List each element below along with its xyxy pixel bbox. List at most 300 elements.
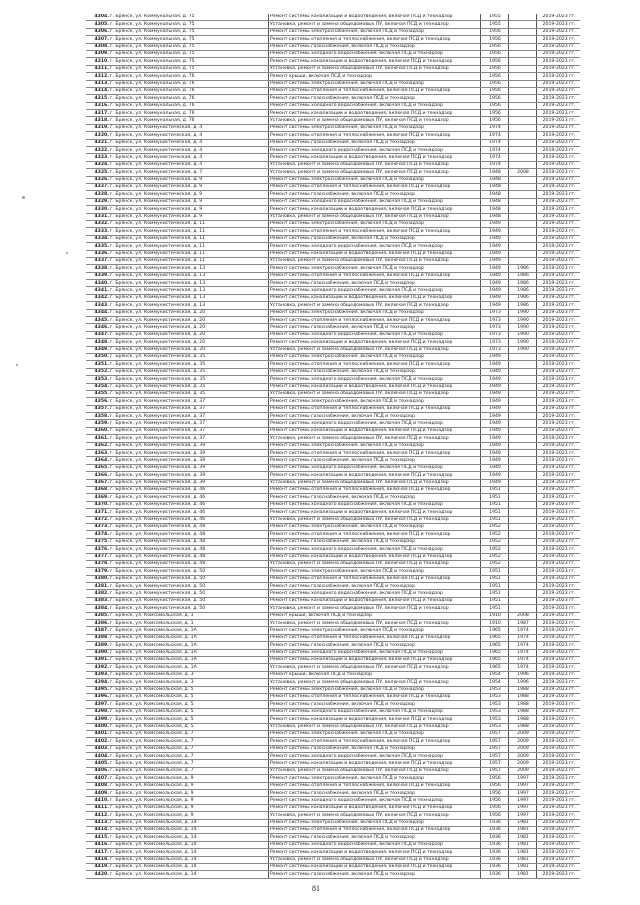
table-row [86,575,580,582]
year-renovated-cell [509,161,537,168]
year-renovated-cell [509,80,537,87]
work-type-cell: Ремонт системы холодного водоснабжения, включая ПСД и технадзор [269,50,481,57]
year-built-cell: 1956 [481,50,509,57]
work-type-cell: Ремонт системы канализации и водоотведения, включая ПСД и технадзор [269,294,481,301]
repair-period-cell: 2019-2023 гг. [537,523,581,530]
table-row [86,339,580,346]
row-number-cell: 4373. [86,523,109,530]
work-type-cell: Установка, ремонт и замена общедомовых ПУ, включая ПСД и технадзор [269,435,481,442]
year-renovated-cell: 1988 [509,701,537,708]
address-cell: г. Брянск, ул. Комсомольская, д. 3 [109,679,269,686]
table-row [86,243,580,250]
row-number-cell: 4322. [86,147,109,154]
address-cell: г. Брянск, ул. Коммунистическая, д. 20 [109,309,269,316]
address-cell: г. Брянск, ул. Коммунальная, д. 76 [109,87,269,94]
table-row [86,457,580,464]
address-cell: г. Брянск, ул. Коммунистическая, д. 20 [109,339,269,346]
repair-period-cell: 2019-2023 гг. [537,250,581,257]
repair-period-cell: 2019-2023 гг. [537,324,581,331]
year-renovated-cell: 1986 [509,265,537,272]
year-renovated-cell [509,553,537,560]
repair-period-cell: 2019-2023 гг. [537,14,581,21]
row-number-cell: 4406. [86,767,109,774]
year-built-cell: 1965 [481,656,509,663]
row-number-cell: 4372. [86,516,109,523]
repair-period-cell: 2019-2023 гг. [537,183,581,190]
work-type-cell: Установка, ремонт и замена общедомовых ПУ, включая ПСД и технадзор [269,390,481,397]
work-type-cell: Ремонт системы отопления и теплоснабжения, включая ПСД и технадзор [269,361,481,368]
row-number-cell: 4343. [86,302,109,309]
work-type-cell: Установка, ремонт и замена общедомовых ПУ, включая ПСД и технадзор [269,346,481,353]
year-built-cell: 1949 [481,250,509,257]
row-number-cell: 4409. [86,790,109,797]
year-built-cell: 1956 [481,36,509,43]
repair-period-cell: 2019-2023 гг. [537,95,581,102]
work-type-cell: Ремонт системы канализации и водоотведения, включая ПСД и технадзор [269,339,481,346]
table-row [86,302,580,309]
repair-period-cell: 2019-2023 гг. [537,302,581,309]
page-number: 81 [312,884,320,893]
address-cell: г. Брянск, ул. Коммунистическая, д. 9 [109,183,269,190]
year-built-cell: 1957 [481,745,509,752]
year-built-cell: 1949 [481,368,509,375]
row-number-cell: 4323. [86,154,109,161]
table-row [86,671,580,678]
table-row [86,147,580,154]
year-renovated-cell [509,206,537,213]
repair-period-cell: 2019-2023 гг. [537,664,581,671]
year-renovated-cell [509,353,537,360]
row-number-cell: 4347. [86,331,109,338]
year-built-cell: 1953 [481,686,509,693]
work-type-cell: Ремонт системы канализации и водоотведения, включая ПСД и технадзор [269,58,481,65]
repair-period-cell: 2019-2023 гг. [537,568,581,575]
row-number-cell: 4408. [86,782,109,789]
work-type-cell: Ремонт системы электроснабжения, включая ПСД и технадзор [269,819,481,826]
work-type-cell: Установка, ремонт и замена общедомовых ПУ, включая ПСД и технадзор [269,169,481,176]
address-cell: г. Брянск, ул. Коммунистическая, д. 9 [109,198,269,205]
address-cell: г. Брянск, ул. Коммунальная, д. 76 [109,110,269,117]
table-row [86,782,580,789]
year-renovated-cell: 1974 [509,664,537,671]
year-built-cell: 1974 [481,132,509,139]
year-renovated-cell [509,398,537,405]
table-row [86,139,580,146]
address-cell: г. Брянск, ул. Коммунистическая, д. 50 [109,597,269,604]
table-row [86,841,580,848]
year-renovated-cell: 1988 [509,686,537,693]
work-type-cell: Ремонт системы отопления и теплоснабжения, включая ПСД и технадзор [269,228,481,235]
address-cell: г. Брянск, ул. Коммунистическая, д. 37 [109,420,269,427]
row-number-cell: 4331. [86,213,109,220]
row-number-cell: 4340. [86,280,109,287]
repair-period-cell: 2019-2023 гг. [537,21,581,28]
address-cell: г. Брянск, ул. Комсомольская, д. 14 [109,834,269,841]
row-number-cell: 4411. [86,804,109,811]
row-number-cell: 4364. [86,457,109,464]
repair-period-cell: 2019-2023 гг. [537,427,581,434]
year-built-cell: 1952 [481,553,509,560]
table-row [86,686,580,693]
table-row [86,871,580,878]
year-built-cell: 1974 [481,147,509,154]
row-number-cell: 4371. [86,509,109,516]
year-built-cell: 1948 [481,206,509,213]
work-type-cell: Установка, ремонт и замена общедомовых ПУ, включая ПСД и технадзор [269,161,481,168]
address-cell: г. Брянск, ул. Коммунистическая, д. 39 [109,457,269,464]
table-row [86,368,580,375]
repair-period-cell: 2019-2023 гг. [537,546,581,553]
address-cell: г. Брянск, ул. Коммунистическая, д. 20 [109,346,269,353]
row-number-cell: 4334. [86,235,109,242]
table-row [86,235,580,242]
repair-period-cell: 2019-2023 гг. [537,826,581,833]
address-cell: г. Брянск, ул. Коммунистическая, д. 37 [109,405,269,412]
work-type-cell: Ремонт системы канализации и водоотведения, включая ПСД и технадзор [269,804,481,811]
table-row [86,464,580,471]
address-cell: г. Брянск, ул. Коммунистическая, д. 11 [109,235,269,242]
table-row [86,708,580,715]
repair-period-cell: 2019-2023 гг. [537,812,581,819]
work-type-cell: Ремонт системы канализации и водоотведения, включая ПСД и технадзор [269,427,481,434]
row-number-cell: 4341. [86,287,109,294]
year-built-cell: 1952 [481,546,509,553]
repair-period-cell: 2019-2023 гг. [537,501,581,508]
row-number-cell: 4397. [86,701,109,708]
capital-repair-table [86,14,580,879]
row-number-cell: 4357. [86,405,109,412]
work-type-cell: Ремонт системы отопления и теплоснабжения, включая ПСД и технадзор [269,272,481,279]
year-renovated-cell [509,531,537,538]
year-built-cell: 1952 [481,531,509,538]
year-built-cell: 1948 [481,176,509,183]
year-renovated-cell [509,390,537,397]
repair-period-cell: 2019-2023 гг. [537,383,581,390]
work-type-cell: Ремонт системы газоснабжения, включая ПСД и технадзор [269,43,481,50]
table-row [86,620,580,627]
address-cell: г. Брянск, ул. Комсомольская, д. 1 [109,612,269,619]
year-renovated-cell [509,376,537,383]
year-renovated-cell [509,509,537,516]
year-renovated-cell: 1988 [509,708,537,715]
table-row [86,117,580,124]
table-row [86,760,580,767]
year-renovated-cell [509,243,537,250]
year-renovated-cell [509,487,537,494]
year-built-cell: 1973 [481,324,509,331]
row-number-cell: 4402. [86,738,109,745]
work-type-cell: Ремонт системы канализации и водоотведения, включая ПСД и технадзор [269,383,481,390]
row-number-cell: 4312. [86,73,109,80]
repair-period-cell: 2019-2023 гг. [537,368,581,375]
year-built-cell: 1949 [481,479,509,486]
year-renovated-cell [509,479,537,486]
year-built-cell: 1973 [481,339,509,346]
table-row [86,317,580,324]
address-cell: г. Брянск, ул. Коммунистическая, д. 4 [109,161,269,168]
table-row [86,154,580,161]
work-type-cell: Ремонт системы электроснабжения, включая ПСД и технадзор [269,80,481,87]
work-type-cell: Ремонт системы холодного водоснабжения, включая ПСД и технадзор [269,753,481,760]
repair-period-cell: 2019-2023 гг. [537,213,581,220]
year-renovated-cell [509,191,537,198]
address-cell: г. Брянск, ул. Комсомольская, д. 1А [109,627,269,634]
address-cell: г. Брянск, ул. Комсомольская, д. 9 [109,782,269,789]
row-number-cell: 4393. [86,671,109,678]
row-number-cell: 4378. [86,560,109,567]
row-number-cell: 4419. [86,863,109,870]
work-type-cell: Ремонт системы холодного водоснабжения, включая ПСД и технадзор [269,198,481,205]
year-renovated-cell: 1981 [509,856,537,863]
table-row [86,649,580,656]
year-built-cell: 1973 [481,346,509,353]
table-row [86,36,580,43]
repair-period-cell: 2019-2023 гг. [537,819,581,826]
address-cell: г. Брянск, ул. Комсомольская, д. 9 [109,775,269,782]
work-type-cell: Ремонт системы электроснабжения, включая ПСД и технадзор [269,309,481,316]
year-renovated-cell: 1981 [509,819,537,826]
repair-period-cell: 2019-2023 гг. [537,649,581,656]
year-built-cell: 1956 [481,797,509,804]
table-row [86,849,580,856]
address-cell: г. Брянск, ул. Комсомольская, д. 9 [109,804,269,811]
year-built-cell: 1956 [481,58,509,65]
row-number-cell: 4392. [86,664,109,671]
work-type-cell: Ремонт системы канализации и водоотведения, включая ПСД и технадзор [269,509,481,516]
address-cell: г. Брянск, ул. Коммунистическая, д. 46 [109,516,269,523]
year-renovated-cell: 1981 [509,826,537,833]
year-renovated-cell: 2009 [509,767,537,774]
table-row [86,834,580,841]
address-cell: г. Брянск, ул. Комсомольская, д. 5 [109,693,269,700]
work-type-cell: Установка, ремонт и замена общедомовых ПУ, включая ПСД и технадзор [269,679,481,686]
repair-period-cell: 2019-2023 гг. [537,620,581,627]
table-row [86,568,580,575]
table-row [86,398,580,405]
year-built-cell: 1974 [481,161,509,168]
row-number-cell: 4375. [86,538,109,545]
year-built-cell: 1936 [481,856,509,863]
table-row [86,43,580,50]
table-row [86,634,580,641]
table-row [86,812,580,819]
row-number-cell: 4400. [86,723,109,730]
repair-period-cell: 2019-2023 гг. [537,361,581,368]
address-cell: г. Брянск, ул. Коммунистическая, д. 4 [109,154,269,161]
year-built-cell: 1954 [481,679,509,686]
scan-speck [22,196,25,199]
row-number-cell: 4388. [86,634,109,641]
repair-period-cell: 2019-2023 гг. [537,708,581,715]
year-renovated-cell [509,95,537,102]
repair-period-cell: 2019-2023 гг. [537,553,581,560]
table-row [86,427,580,434]
repair-period-cell: 2019-2023 гг. [537,435,581,442]
row-number-cell: 4379. [86,568,109,575]
address-cell: г. Брянск, ул. Коммунистическая, д. 35 [109,376,269,383]
repair-period-cell: 2019-2023 гг. [537,701,581,708]
address-cell: г. Брянск, ул. Коммунальная, д. 75 [109,43,269,50]
table-row [86,664,580,671]
row-number-cell: 4330. [86,206,109,213]
address-cell: г. Брянск, ул. Коммунистическая, д. 46 [109,494,269,501]
year-renovated-cell: 2009 [509,730,537,737]
table-row [86,730,580,737]
address-cell: г. Брянск, ул. Комсомольская, д. 14 [109,856,269,863]
work-type-cell: Ремонт системы газоснабжения, включая ПСД и технадзор [269,324,481,331]
address-cell: г. Брянск, ул. Коммунистическая, д. 35 [109,361,269,368]
table-row [86,501,580,508]
table-row [86,73,580,80]
address-cell: г. Брянск, ул. Коммунистическая, д. 46 [109,487,269,494]
year-renovated-cell [509,501,537,508]
work-type-cell: Ремонт системы газоснабжения, включая ПСД и технадзор [269,413,481,420]
year-built-cell: 1956 [481,43,509,50]
year-built-cell: 1910 [481,612,509,619]
repair-period-cell: 2019-2023 гг. [537,132,581,139]
year-renovated-cell [509,405,537,412]
repair-period-cell: 2019-2023 гг. [537,191,581,198]
repair-period-cell: 2019-2023 гг. [537,487,581,494]
work-type-cell: Ремонт системы газоснабжения, включая ПСД и технадзор [269,834,481,841]
year-built-cell: 1965 [481,627,509,634]
repair-period-cell: 2019-2023 гг. [537,139,581,146]
year-renovated-cell [509,442,537,449]
repair-period-cell: 2019-2023 гг. [537,243,581,250]
table-row [86,50,580,57]
year-built-cell: 1936 [481,849,509,856]
address-cell: г. Брянск, ул. Коммунистическая, д. 9 [109,206,269,213]
row-number-cell: 4336. [86,250,109,257]
work-type-cell: Установка, ремонт и замена общедомовых ПУ, включая ПСД и технадзор [269,21,481,28]
address-cell: г. Брянск, ул. Коммунистическая, д. 35 [109,353,269,360]
row-number-cell: 4383. [86,597,109,604]
address-cell: г. Брянск, ул. Коммунистическая, д. 39 [109,442,269,449]
year-built-cell: 1951 [481,487,509,494]
work-type-cell: Ремонт системы канализации и водоотведения, включая ПСД и технадзор [269,206,481,213]
address-cell: г. Брянск, ул. Коммунальная, д. 75 [109,50,269,57]
address-cell: г. Брянск, ул. Коммунистическая, д. 50 [109,575,269,582]
year-renovated-cell: 1990 [509,317,537,324]
address-cell: г. Брянск, ул. Комсомольская, д. 14 [109,819,269,826]
year-renovated-cell [509,73,537,80]
year-built-cell: 1948 [481,198,509,205]
row-number-cell: 4418. [86,856,109,863]
year-renovated-cell [509,198,537,205]
table-row [86,405,580,412]
repair-period-cell: 2019-2023 гг. [537,679,581,686]
repair-period-cell: 2019-2023 гг. [537,405,581,412]
row-number-cell: 4304. [86,14,109,21]
repair-period-cell: 2019-2023 гг. [537,627,581,634]
work-type-cell: Ремонт системы электроснабжения, включая ПСД и технадзор [269,220,481,227]
row-number-cell: 4352. [86,368,109,375]
repair-period-cell: 2019-2023 гг. [537,605,581,612]
year-renovated-cell [509,132,537,139]
year-built-cell: 1957 [481,753,509,760]
year-renovated-cell [509,124,537,131]
repair-period-cell: 2019-2023 гг. [537,856,581,863]
address-cell: г. Брянск, ул. Коммунистическая, д. 11 [109,228,269,235]
year-built-cell: 1956 [481,117,509,124]
row-number-cell: 4314. [86,87,109,94]
table-row [86,494,580,501]
repair-period-cell: 2019-2023 гг. [537,790,581,797]
table-row [86,590,580,597]
address-cell: г. Брянск, ул. Коммунистическая, д. 11 [109,243,269,250]
year-renovated-cell: 1990 [509,331,537,338]
address-cell: г. Брянск, ул. Коммунистическая, д. 50 [109,583,269,590]
address-cell: г. Брянск, ул. Коммунистическая, д. 11 [109,257,269,264]
address-cell: г. Брянск, ул. Комсомольская, д. 9 [109,812,269,819]
row-number-cell: 4325. [86,169,109,176]
address-cell: г. Брянск, ул. Коммунальная, д. 76 [109,73,269,80]
work-type-cell: Установка, ремонт и замена общедомовых ПУ, включая ПСД и технадзор [269,856,481,863]
address-cell: г. Брянск, ул. Комсомольская, д. 1А [109,634,269,641]
address-cell: г. Брянск, ул. Коммунальная, д. 76 [109,80,269,87]
work-type-cell: Ремонт системы электроснабжения, включая ПСД и технадзор [269,124,481,131]
year-renovated-cell [509,183,537,190]
row-number-cell: 4318. [86,117,109,124]
address-cell: г. Брянск, ул. Коммунистическая, д. 48 [109,546,269,553]
year-built-cell: 1949 [481,442,509,449]
row-number-cell: 4337. [86,257,109,264]
repair-period-cell: 2019-2023 гг. [537,531,581,538]
table-row [86,516,580,523]
table-row [86,553,580,560]
year-renovated-cell [509,420,537,427]
year-renovated-cell [509,427,537,434]
year-built-cell: 1956 [481,65,509,72]
address-cell: г. Брянск, ул. Коммунистическая, д. 11 [109,220,269,227]
address-cell: г. Брянск, ул. Комсомольская, д. 1А [109,656,269,663]
year-renovated-cell: 1981 [509,871,537,878]
repair-period-cell: 2019-2023 гг. [537,43,581,50]
row-number-cell: 4335. [86,243,109,250]
address-cell: г. Брянск, ул. Комсомольская, д. 1 [109,620,269,627]
year-renovated-cell [509,583,537,590]
year-built-cell: 1949 [481,361,509,368]
address-cell: г. Брянск, ул. Коммунистическая, д. 48 [109,560,269,567]
year-renovated-cell [509,102,537,109]
work-type-cell: Установка, ремонт и замена общедомовых ПУ, включая ПСД и технадзор [269,812,481,819]
row-number-cell: 4313. [86,80,109,87]
row-number-cell: 4376. [86,546,109,553]
address-cell: г. Брянск, ул. Комсомольская, д. 7 [109,730,269,737]
row-number-cell: 4413. [86,819,109,826]
year-renovated-cell: 1988 [509,723,537,730]
row-number-cell: 4380. [86,575,109,582]
row-number-cell: 4344. [86,309,109,316]
work-type-cell: Ремонт системы отопления и теплоснабжения, включая ПСД и технадзор [269,36,481,43]
year-built-cell: 1951 [481,590,509,597]
table-row [86,169,580,176]
work-type-cell: Установка, ремонт и замена общедомовых ПУ, включая ПСД и технадзор [269,516,481,523]
repair-period-cell: 2019-2023 гг. [537,65,581,72]
table-row [86,479,580,486]
year-renovated-cell [509,575,537,582]
year-renovated-cell [509,36,537,43]
table-row [86,346,580,353]
table-row [86,183,580,190]
row-number-cell: 4369. [86,494,109,501]
year-built-cell: 1953 [481,701,509,708]
year-renovated-cell: 1997 [509,782,537,789]
row-number-cell: 4329. [86,198,109,205]
address-cell: г. Брянск, ул. Комсомольская, д. 5 [109,723,269,730]
year-renovated-cell [509,546,537,553]
year-built-cell: 1956 [481,95,509,102]
